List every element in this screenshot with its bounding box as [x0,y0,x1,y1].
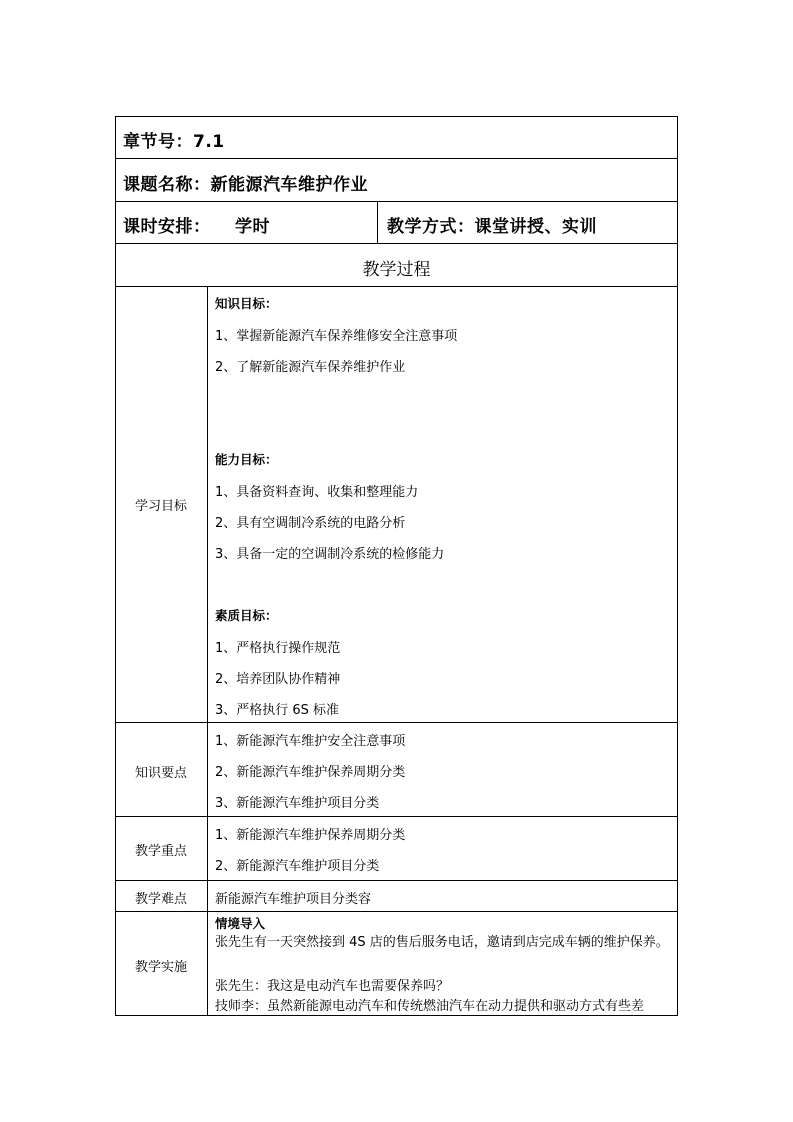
difficulty-label: 教学难点 [134,892,187,907]
list-item: 1、掌握新能源汽车保养维修安全注意事项 [215,329,458,344]
objectives-label: 学习目标 [134,499,187,514]
objectives-content [215,292,675,717]
row-divider [115,286,678,287]
row-divider [115,243,678,244]
list-item: 1、新能源汽车维护保养周期分类 [215,828,406,843]
row-divider [115,158,678,159]
dialogue-line: 技师李：虽然新能源电动汽车和传统燃油汽车在动力提供和驱动方式有些差 [215,999,645,1014]
row-divider [115,201,678,202]
list-item: 3、严格执行 6S 标准 [215,703,340,718]
topic-name: 课题名称：新能源汽车维护作业 [123,175,368,195]
quality-objective-title: 素质目标： [215,608,278,623]
hours-label: 课时安排： [123,217,211,237]
list-item: 3、具备一定的空调制冷系统的检修能力 [215,547,445,562]
list-item: 2、培养团队协作精神 [215,672,341,687]
list-item: 1、具备资料查询、收集和整理能力 [215,485,419,500]
chapter-number: 章节号：7.1 [123,132,225,152]
key-points-label: 教学重点 [134,844,187,859]
list-item: 2、了解新能源汽车保养维护作业 [215,360,406,375]
ability-objective-title: 能力目标： [215,452,278,467]
label-column-divider [207,286,208,1015]
list-item: 2、新能源汽车维护保养周期分类 [215,765,406,780]
hours-value: 学时 [235,217,270,237]
row-divider [115,880,678,881]
list-item: 1、新能源汽车维护安全注意事项 [215,734,406,749]
row-divider [115,911,678,912]
scenario-paragraph: 张先生有一天突然接到 4S 店的售后服务电话，邀请到店完成车辆的维护保养。 [215,935,669,950]
list-item: 1、严格执行操作规范 [215,641,341,656]
list-item: 2、具有空调制冷系统的电路分析 [215,516,406,531]
teaching-method: 教学方式：课堂讲授、实训 [387,217,597,237]
table-border-left [115,116,116,1015]
table-border-right [677,116,678,1015]
table-border-bottom [115,1015,678,1016]
scenario-title: 情境导入 [215,916,266,931]
row-divider [115,722,678,723]
implementation-label: 教学实施 [134,960,187,975]
list-item: 3、新能源汽车维护项目分类 [215,796,380,811]
key-knowledge-label: 知识要点 [134,766,187,781]
difficulty-text: 新能源汽车维护项目分类容 [215,892,372,907]
table-border-top [115,116,678,117]
dialogue-line: 张先生：我这是电动汽车也需要保养吗？ [215,979,450,994]
row-divider [115,816,678,817]
list-item: 2、新能源汽车维护项目分类 [215,859,380,874]
knowledge-objective-title: 知识目标： [215,296,278,311]
process-title: 教学过程 [362,260,431,280]
column-divider [377,201,378,243]
